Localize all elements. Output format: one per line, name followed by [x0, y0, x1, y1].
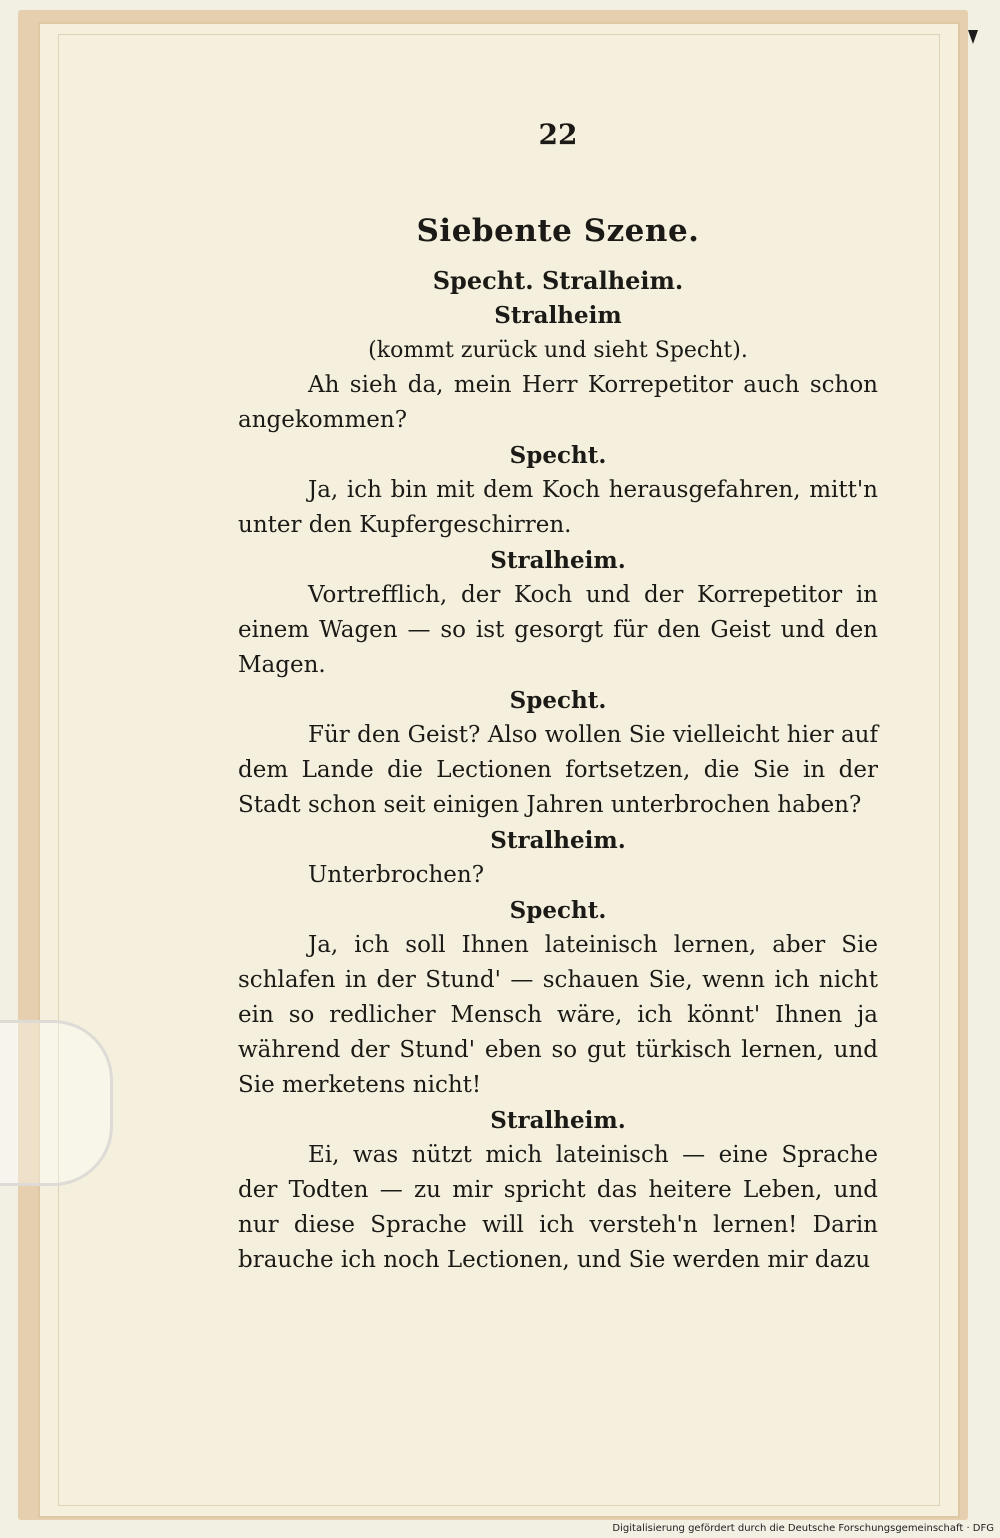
page-number: 22 — [538, 118, 578, 151]
dialogue-line: Ah sieh da, mein Herr Korrepetitor auch schon angekommen? — [238, 372, 878, 433]
dialogue-line: Ei, was nützt mich lateinisch — eine Sprache der Todten — zu mir spricht das heitere Leben, und nur diese Sprache will ich versteh'n lernen! Darin brauche ich noch Lectionen, und Sie werden mir dazu — [238, 1142, 878, 1273]
dialogue-line: Ja, ich bin mit dem Koch herausgefahren, mitt'n unter den Kupfergeschirren. — [238, 477, 878, 538]
speaker-name: Specht. — [509, 687, 607, 714]
page-text — [238, 118, 878, 1278]
speaker-name: Stralheim. — [490, 827, 626, 854]
dialogue-line: Vortrefflich, der Koch und der Korrepetitor in einem Wagen — so ist gesorgt für den Geist und den Magen. — [238, 582, 878, 678]
stage-direction: (kommt zurück und sieht Specht). — [368, 338, 748, 363]
digitization-credit: Digitalisierung gefördert durch die Deutsche Forschungsgemeinschaft · DFG — [612, 1523, 994, 1534]
speaker-name: Stralheim. — [490, 1107, 626, 1134]
speaker-name: Stralheim. — [490, 547, 626, 574]
dialogue-line: Für den Geist? Also wollen Sie vielleicht hier auf dem Lande die Lectionen fortsetzen, die Sie in der Stadt schon seit einigen Jahren unterbrochen haben? — [238, 722, 878, 818]
page-clip — [0, 1020, 113, 1186]
speaker-name: Specht. — [509, 897, 607, 924]
characters-line: Specht. Stralheim. — [432, 266, 684, 295]
dialogue-line: Ja, ich soll Ihnen lateinisch lernen, aber Sie schlafen in der Stund' — schauen Sie, wenn ich nicht ein so redlicher Mensch wäre, ich könnt' Ihnen ja während der Stund' eben so gut türkisch lernen, und Sie merketens nicht! — [238, 932, 878, 1098]
dialogue-line: Unterbrochen? — [308, 862, 485, 888]
scene-title: Siebente Szene. — [416, 213, 700, 249]
speaker-name: Specht. — [509, 442, 607, 469]
speaker-name: Stralheim — [494, 302, 622, 329]
corner-marker-icon — [968, 30, 978, 44]
